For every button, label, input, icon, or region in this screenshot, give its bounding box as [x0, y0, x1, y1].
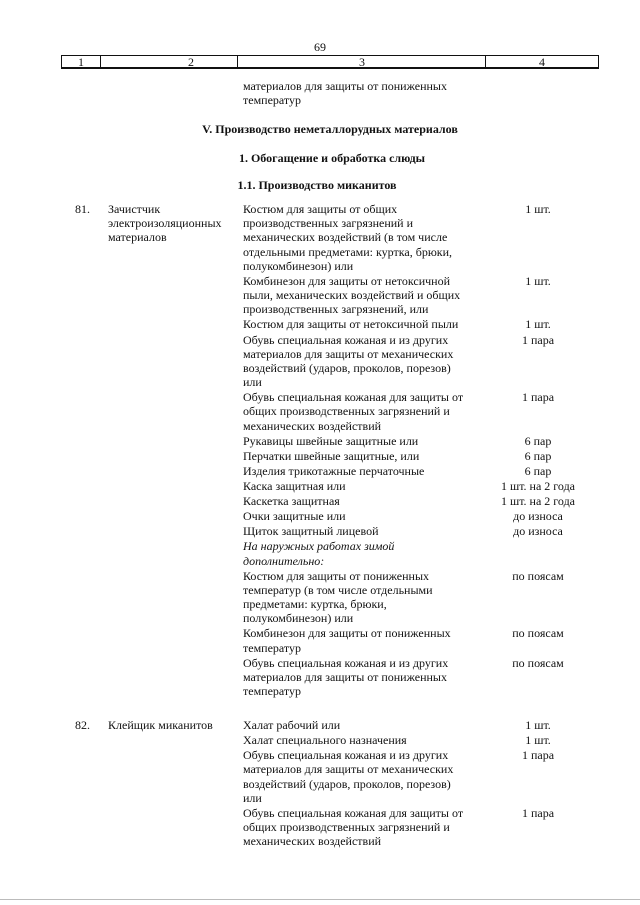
item-quantity: по поясам: [512, 626, 564, 641]
row-number: 82.: [75, 718, 90, 732]
ppe-item: [243, 449, 493, 463]
ppe-item: [243, 202, 493, 273]
item-quantity: 6 пар: [524, 463, 552, 478]
ppe-item: [243, 748, 493, 805]
item-text-line: дополнительно:: [243, 553, 325, 568]
item-text-line: отдельными предметами: куртка, брюки,: [243, 244, 453, 259]
item-quantity: 6 пар: [524, 448, 552, 463]
item-text-line: Щиток защитный лицевой: [243, 524, 379, 539]
item-text-line: Костюм для защиты от пониженных: [243, 568, 430, 583]
section-title: V. Производство неметаллорудных материалов: [202, 122, 458, 136]
item-text-line: Очки защитные или: [243, 509, 346, 524]
item-quantity: 1 шт. на 2 года: [500, 494, 576, 509]
item-quantity: до износа: [513, 509, 563, 524]
item-text-line: механических воздействий (в том числе: [243, 230, 448, 245]
item-quantity: 1 шт.: [525, 202, 551, 216]
text-line: материалов для защиты от пониженных: [243, 79, 447, 93]
ppe-item: [243, 317, 493, 331]
item-text-line: На наружных работах зимой: [243, 539, 395, 554]
item-quantity: 1 пара: [521, 805, 555, 820]
ppe-item: [243, 509, 493, 523]
item-text-line: температур (в том числе отдельными: [243, 582, 433, 597]
row-number: 81.: [75, 202, 90, 216]
item-text-line: Рукавицы швейные защитные или: [243, 433, 419, 448]
item-text-line: производственных загрязнений и: [243, 216, 414, 231]
profession-line: Зачистчик: [108, 202, 161, 216]
item-text-line: Комбинезон для защиты от пониженных: [243, 626, 451, 641]
item-text-line: Перчатки швейные защитные, или: [243, 448, 420, 463]
column-header-1: 1: [78, 55, 84, 69]
item-quantity: до износа: [513, 524, 563, 539]
item-quantity: 1 шт. на 2 года: [500, 479, 576, 493]
item-text-line: материалов для защиты от механических: [243, 346, 454, 361]
item-text-line: механических воздействий: [243, 418, 382, 433]
item-text-line: Костюм для защиты от общих: [243, 202, 398, 216]
ppe-item: [243, 274, 493, 317]
item-text-line: воздействий (ударов, проколов, порезов): [243, 776, 451, 791]
item-note: [243, 539, 493, 567]
ppe-item: [243, 464, 493, 478]
subsubsection-title: 1.1. Производство миканитов: [237, 178, 397, 192]
item-text-line: механических воздействий: [243, 834, 382, 849]
item-text-line: Каска защитная или: [243, 479, 346, 493]
item-quantity: 1 шт.: [525, 718, 551, 732]
item-text-line: полукомбинезон) или: [243, 258, 354, 273]
item-quantity: 1 пара: [521, 332, 555, 347]
ppe-item: [243, 333, 493, 390]
item-quantity: по поясам: [512, 655, 564, 670]
item-text-line: Комбинезон для защиты от нетоксичной: [243, 273, 451, 288]
item-text-line: Изделия трикотажные перчаточные: [243, 463, 425, 478]
item-text-line: Обувь специальная кожаная для защиты от: [243, 390, 464, 405]
item-text-line: температур: [243, 684, 302, 699]
ppe-item: [243, 656, 493, 699]
ppe-item: [243, 718, 493, 732]
item-text-line: Обувь специальная кожаная и из других: [243, 332, 449, 347]
continuation-text: [243, 79, 447, 107]
ppe-item: [243, 569, 493, 626]
column-header-3: 3: [359, 55, 365, 69]
ppe-item: [243, 806, 493, 849]
ppe-item: [243, 733, 493, 747]
item-text-line: предметами: куртка, брюки,: [243, 597, 387, 612]
subsection-title: 1. Обогащение и обработка слюды: [238, 151, 426, 165]
text-line: температур: [243, 93, 302, 108]
ppe-item: [243, 524, 493, 538]
item-quantity: 1 шт.: [525, 317, 551, 332]
item-text-line: Обувь специальная кожаная и из других: [243, 655, 449, 670]
item-quantity: 1 шт.: [525, 733, 551, 748]
item-text-line: воздействий (ударов, проколов, порезов): [243, 360, 451, 375]
item-text-line: Каскетка защитная: [243, 494, 340, 509]
item-text-line: Обувь специальная кожаная для защиты от: [243, 805, 464, 820]
item-text-line: пыли, механических воздействий и общих: [243, 288, 461, 303]
column-header-4: 4: [539, 55, 545, 69]
profession-line: Клейщик миканитов: [108, 718, 213, 732]
item-text-line: температур: [243, 640, 302, 655]
page-number: 69: [314, 40, 326, 54]
item-text-line: производственных загрязнений, или: [243, 302, 429, 317]
item-text-line: материалов для защиты от механических: [243, 762, 454, 777]
item-quantity: 1 шт.: [525, 273, 551, 288]
item-text-line: Халат рабочий или: [243, 718, 341, 732]
ppe-item: [243, 434, 493, 448]
profession-line: материалов: [108, 230, 167, 245]
column-header-row: [61, 55, 599, 69]
item-text-line: Халат специального назначения: [243, 733, 407, 748]
ppe-item: [243, 479, 493, 493]
column-header-2: 2: [188, 55, 194, 69]
item-text-line: или: [243, 375, 262, 390]
ppe-item: [243, 390, 493, 433]
item-text-line: полукомбинезон) или: [243, 611, 354, 626]
item-text-line: общих производственных загрязнений и: [243, 404, 450, 419]
item-text-line: общих производственных загрязнений и: [243, 820, 450, 835]
item-quantity: 1 пара: [521, 748, 555, 763]
item-quantity: 6 пар: [524, 433, 552, 448]
page-bottom-edge: [0, 899, 640, 900]
item-quantity: по поясам: [512, 568, 564, 583]
ppe-item: [243, 626, 493, 654]
ppe-item: [243, 494, 493, 508]
profession-line: электроизоляционных: [108, 216, 222, 231]
item-text-line: Костюм для защиты от нетоксичной пыли: [243, 317, 459, 332]
item-text-line: материалов для защиты от пониженных: [243, 669, 447, 684]
item-text-line: Обувь специальная кожаная и из других: [243, 748, 449, 763]
item-text-line: или: [243, 790, 262, 805]
item-quantity: 1 пара: [521, 390, 555, 405]
